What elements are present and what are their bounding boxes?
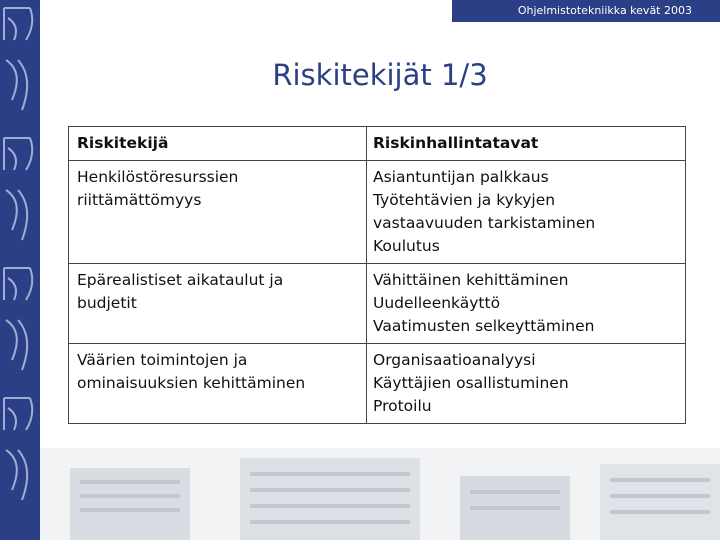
method-text: Vähittäinen kehittäminen — [373, 271, 569, 289]
building-image — [40, 448, 720, 540]
methods-cell — [367, 161, 686, 264]
risk-cell — [69, 161, 367, 264]
header-risk-management: Riskinhallintatavat — [367, 127, 686, 161]
header-risk-factor: Riskitekijä — [69, 127, 367, 161]
method-text: Asiantuntijan palkkaus — [373, 168, 549, 186]
method-text: Vaatimusten selkeyttäminen — [373, 317, 595, 335]
risk-text: riittämättömyys — [77, 191, 202, 209]
risk-text: Epärealistiset aikataulut ja — [77, 271, 284, 289]
risk-cell — [69, 344, 367, 424]
course-label: Ohjelmistotekniikka kevät 2003 — [517, 4, 692, 17]
method-text: vastaavuuden tarkistaminen — [373, 214, 596, 232]
slide-title: Riskitekijät 1/3 — [272, 58, 488, 92]
method-text: Työtehtävien ja kykyjen — [373, 191, 556, 209]
method-text: Uudelleenkäyttö — [373, 294, 501, 312]
methods-cell — [367, 264, 686, 344]
method-text: Protoilu — [373, 397, 432, 415]
risk-text: Väärien toimintojen ja — [77, 351, 248, 369]
table-header-row — [69, 127, 686, 161]
seal-emblem-icon — [0, 0, 40, 540]
table-row — [69, 344, 686, 424]
course-header-bar — [452, 0, 720, 22]
risk-text: ominaisuuksien kehittäminen — [77, 374, 306, 392]
table-row — [69, 161, 686, 264]
method-text: Käyttäjien osallistuminen — [373, 374, 569, 392]
risk-text: Henkilöstöresurssien — [77, 168, 239, 186]
risk-cell — [69, 264, 367, 344]
left-emblem-band — [0, 0, 40, 540]
risk-table — [68, 126, 686, 424]
method-text: Organisaatioanalyysi — [373, 351, 536, 369]
background-building-photo — [40, 448, 720, 540]
method-text: Koulutus — [373, 237, 440, 255]
methods-cell — [367, 344, 686, 424]
risk-text: budjetit — [77, 294, 137, 312]
table-row — [69, 264, 686, 344]
